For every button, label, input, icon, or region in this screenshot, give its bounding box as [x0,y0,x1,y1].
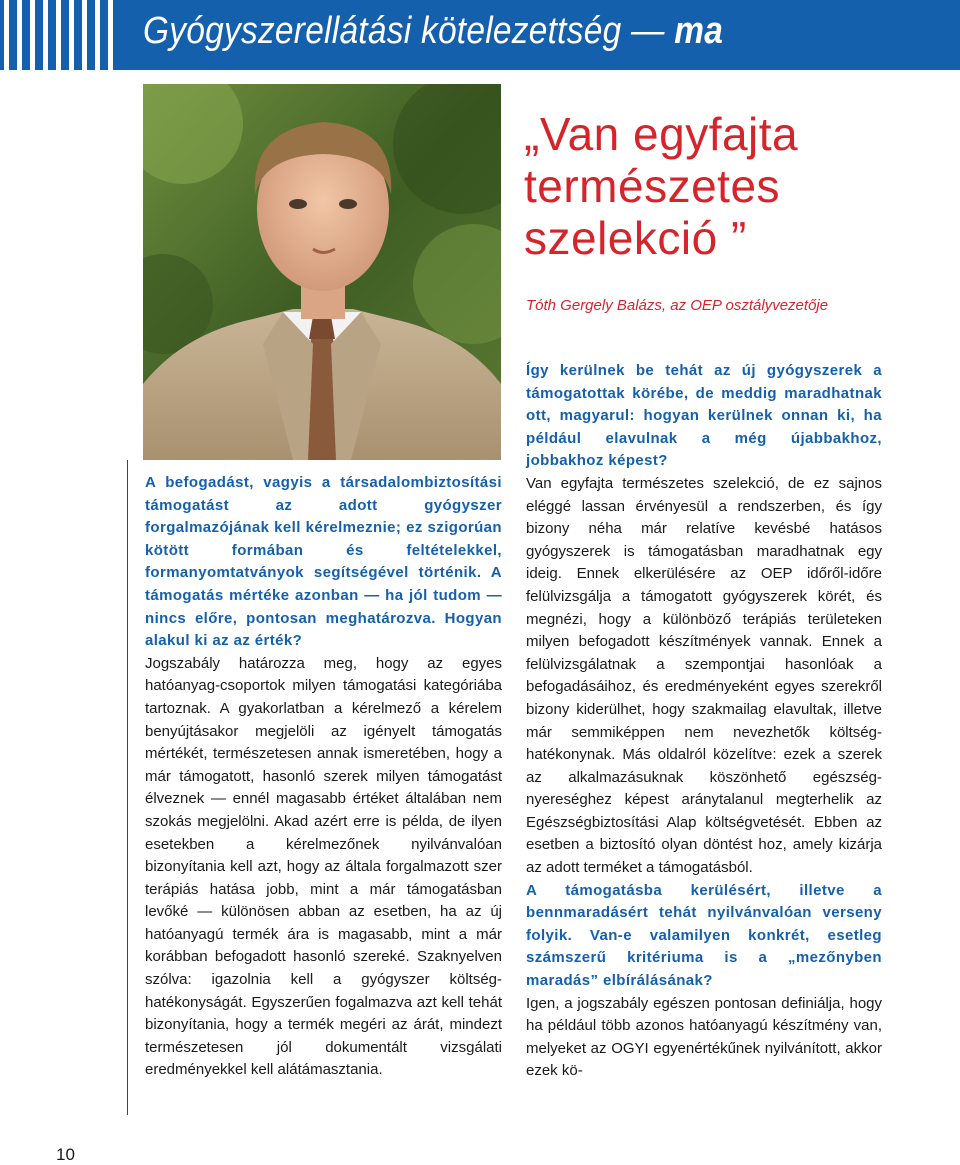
portrait-photo [143,84,501,460]
column-rule [127,460,128,1115]
byline: Tóth Gergely Balázs, az OEP osztályvezetője [526,297,829,314]
question-3: A támogatásba kerülésért, illetve a bennmaradásért tehát nyilvánvalóan verseny folyik. Van-e valamilyen konkrét, esetleg számszerű kritériuma is a „mezőnyben maradás” elbírálásának? [526,881,882,990]
answer-2: Van egyfajta természetes szelekció, de ez sajnos eléggé lassan érvényesül a rendszerben, és így bizony néha már relatíve kevésbé hatásos gyógyszerek is támogatásban maradhatnak egy ideig. Ennek elkerülésére az OEP időről-időre felülvizsgálja a támogatott gyógyszerek körét, és megnézi, hogy a különböző terápiás területeken milyen befogadott készítmények vannak. Ennek a felülvizsgálatnak a szempontjai hasonlóak a befogadásáihoz, és eredményeként egyes szerekről bizony kiderülhet, hogy szakmailag elavultak, illetve már semmiképpen nem nevezhetők költség-hatékonynak. Más oldalról közelítve: ezek a szerek az alkalmazásuknak köszönhető egészség-nyereséghez képest aránytalanul megterhelik az Egészségbiztosítási Alap költségvetését. Ebben az esetben a biztosító olyan döntést hoz, amely kizárja az adott terméket a támogatásból. [526,474,882,877]
left-column [145,472,502,1082]
header-band [0,0,960,70]
page-number: 10 [56,1145,75,1164]
header-stripes [0,0,130,70]
section-title: Gyógyszerellátási kötelezettség — ma [143,10,724,52]
answer-1: Jogszabály határozza meg, hogy az egyes hatóanyag-csoportok milyen támogatási kategóriába tartoznak. A gyakorlatban a kérelmező a kérelem benyújtásakor megjelöli az igényelt támogatás mértékét, természetesen annak ismeretében, hogy a már támogatott, hasonló szerek milyen támogatást élveznek — ennél magasabb értéket általában nem szokás megjelölni. Akad azért erre is példa, de ilyen esetekben a kérelmezőnek nyilvánvalóan bizonyítania kell azt, hogy az általa forgalmazott szer terápiás hatása jobb, mint a már támogatásban levőké — különösen abban az esetben, ha az új hatóanyagú termék ára is magasabb, mint a már korábban befogadott hasonló szereké. Szaknyelven szólva: igazolnia kell a gyógyszer költség-hatékonyságát. Egyszerűen fogalmazva azt kell tehát bizonyítania, hogy a termék megéri az árát, mindezt természetesen jól dokumentált vizsgálati eredményekkel kell alátámasztania. [145,654,502,1079]
question-1: A befogadást, vagyis a társadalombiztosítási támogatást az adott gyógyszer forgalmazójának kell kérelmeznie; ez szigorúan kötött formában és feltételekkel, formanyomtatványok segítségével történik. A támogatás mértéke azonban — ha jól tudom — nincs előre, pontosan meghatározva. Hogyan alakul ki az az érték? [145,474,502,650]
right-column [526,360,882,1083]
portrait-photo-icon [143,84,501,460]
question-2: Így kerülnek be tehát az új gyógyszerek a támogatottak körébe, de meddig maradhatnak ott, magyarul: hogyan kerülnek onnan ki, ha például elavulnak a még újabbakhoz, jobbakhoz képest? [526,362,882,470]
headline: „Van egyfajta természetes szelekció ” [524,108,799,264]
section-title-emphasis: ma [674,10,724,52]
answer-3: Igen, a jogszabály egészen pontosan definiálja, hogy ha például több azonos hatóanyagú készítmény van, melyeket az OGYI egyenértékűnek nyilvánított, akkor ezek kö- [526,994,882,1080]
